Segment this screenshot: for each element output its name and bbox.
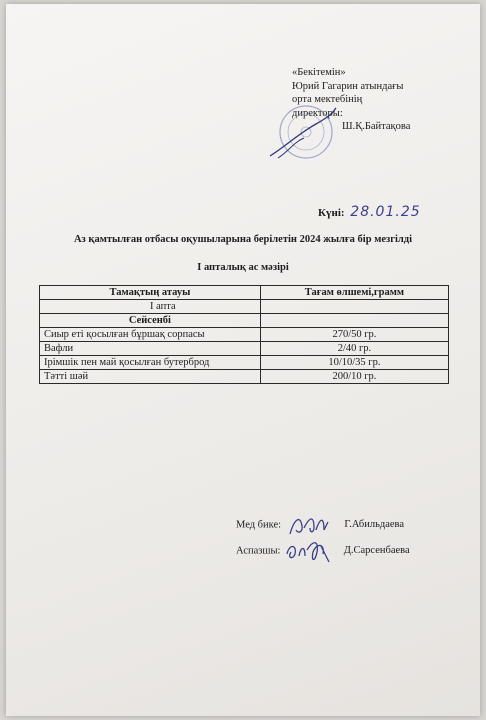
dish-name: Ірімшік пен май қосылған бутерброд	[40, 356, 261, 370]
table-row	[40, 342, 449, 356]
dish-name: Тәтті шәй	[40, 370, 261, 384]
handwritten-signature-icon	[283, 538, 339, 564]
date-value: 28.01.25	[350, 204, 421, 220]
day-label: Сейсенбі	[40, 314, 261, 328]
menu-table	[39, 285, 449, 384]
day-row	[40, 314, 449, 328]
header-portion-weight: Тағам өлшемі,грамм	[260, 286, 448, 300]
date-label: Күні:	[318, 207, 345, 219]
handwritten-signature-icon	[284, 512, 340, 538]
school-stamp-icon	[268, 98, 338, 168]
cook-label: Аспазшы:	[236, 545, 281, 557]
nurse-name: Г.Абильдаева	[344, 519, 405, 531]
document-subtitle: I апталық ас мәзірі	[197, 262, 289, 273]
dish-name: Вафли	[40, 342, 261, 356]
cook-name: Д.Сарсенбаева	[343, 545, 410, 557]
empty-cell	[260, 314, 448, 328]
date-row	[318, 204, 421, 220]
table-header-row	[40, 286, 449, 300]
approval-line: директоры:	[292, 107, 343, 119]
approval-line: орта мектебінің	[292, 94, 363, 105]
header-dish-name: Тамақтың атауы	[40, 286, 261, 300]
nurse-label: Мед бике:	[236, 519, 282, 531]
dish-weight: 200/10 гр.	[260, 370, 448, 384]
table-row	[40, 356, 449, 370]
week-row	[40, 300, 449, 314]
document-title: Аз қамтылған отбасы оқушыларына берілетін 2024 жылға бір мезгілді	[73, 234, 413, 245]
dish-weight: 10/10/35 гр.	[260, 356, 448, 370]
cook-signature-row	[236, 538, 410, 564]
table-row	[40, 370, 449, 384]
director-name: Ш.Қ.Байтақова	[342, 121, 411, 132]
dish-weight: 2/40 гр.	[260, 342, 448, 356]
dish-name: Сиыр еті қосылған бұршақ сорпасы	[40, 328, 261, 342]
nurse-signature-row	[236, 512, 404, 538]
table-row	[40, 328, 449, 342]
approval-line: «Бекітемін»	[292, 67, 346, 78]
document-sheet	[6, 4, 480, 716]
week-label: I апта	[40, 300, 261, 314]
approval-line: Юрий Гагарин атындағы	[292, 80, 404, 92]
dish-weight: 270/50 гр.	[260, 328, 448, 342]
empty-cell	[260, 300, 448, 314]
